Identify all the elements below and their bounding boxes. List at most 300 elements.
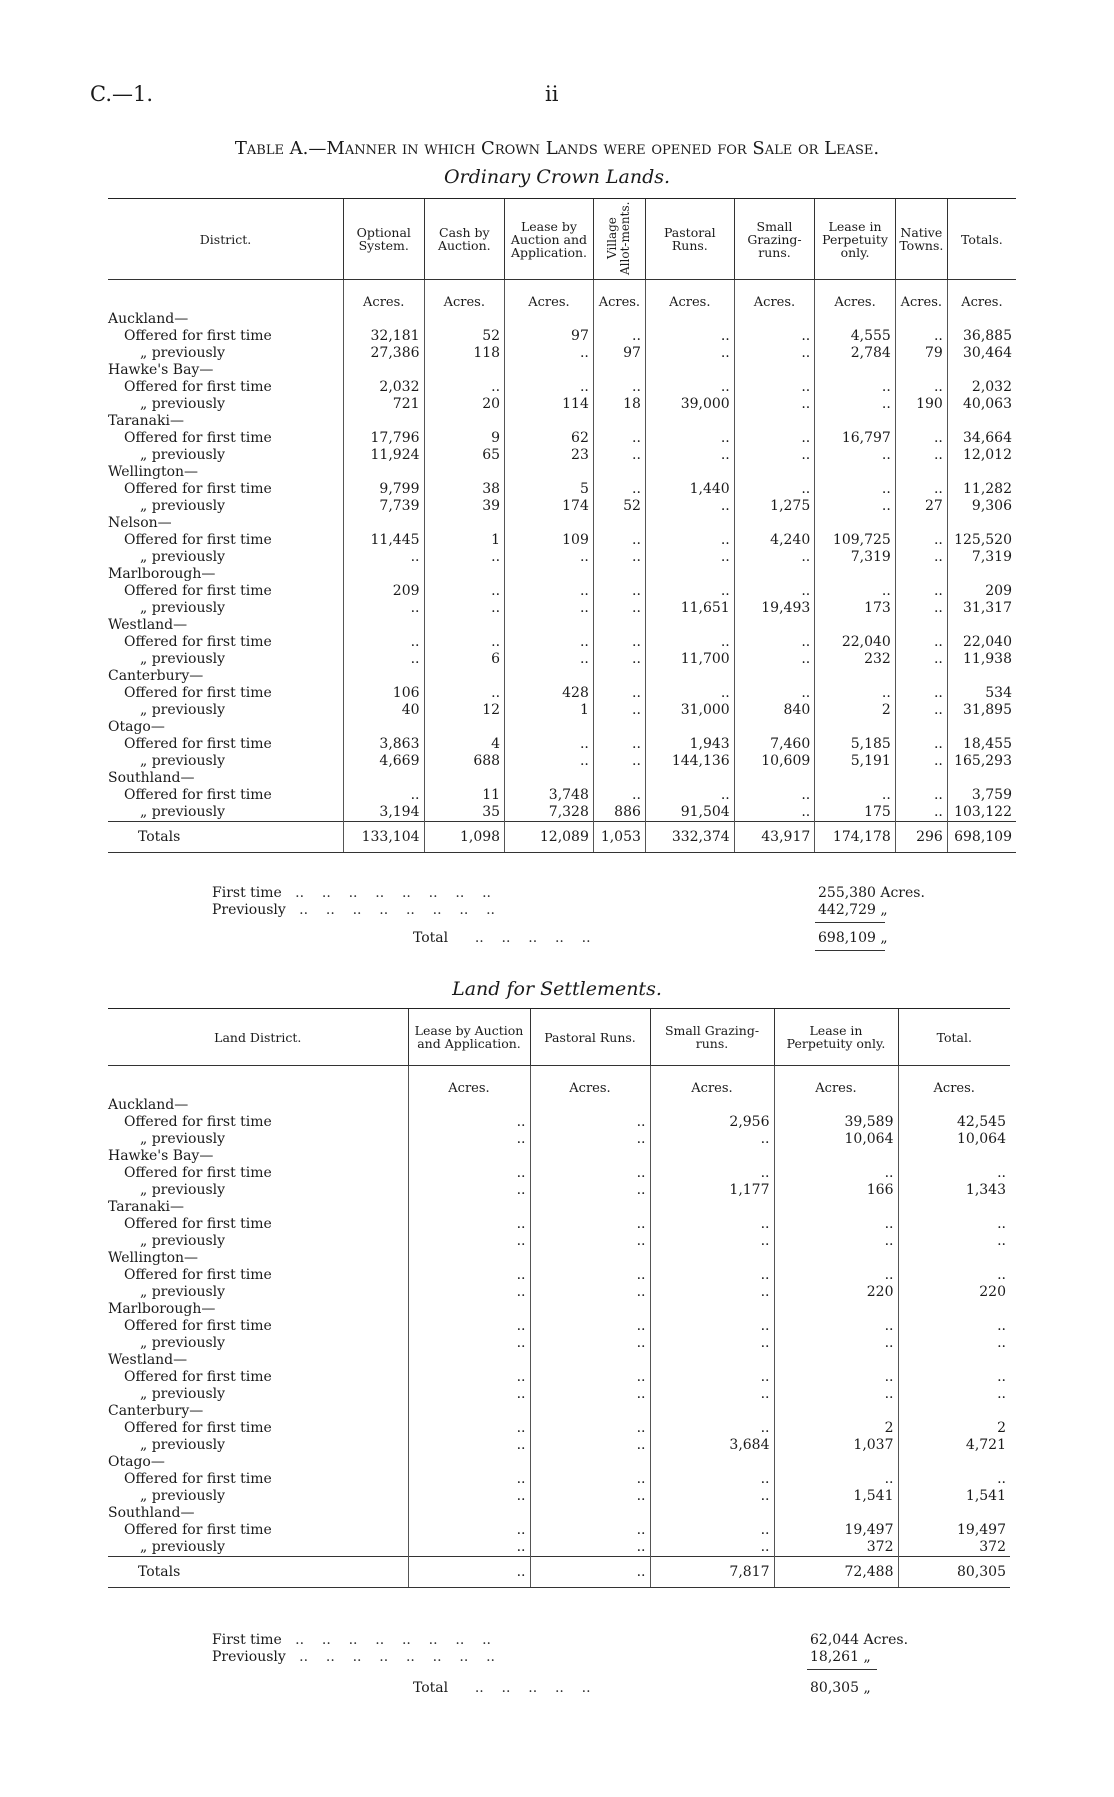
value-cell: 65 (424, 447, 505, 464)
totals-value: .. (530, 1557, 650, 1588)
empty-cell (734, 515, 815, 532)
empty-cell (343, 311, 424, 328)
value-cell: .. (774, 1386, 898, 1403)
value-cell: .. (774, 1318, 898, 1335)
value-cell: 165,293 (947, 753, 1016, 770)
value-cell: .. (645, 430, 734, 447)
empty-cell (505, 413, 594, 430)
empty-cell (408, 1505, 530, 1522)
empty-cell (774, 1250, 898, 1267)
row-label: Offered for first time (124, 1420, 272, 1436)
unit-cell: Acres. (505, 280, 594, 312)
value-cell: 52 (424, 328, 505, 345)
col-header-pastoral-runs: Pastoral Runs. (530, 1009, 650, 1066)
sum-rule (815, 922, 885, 923)
value-cell: .. (424, 583, 505, 600)
empty-cell (947, 719, 1016, 736)
empty-cell (408, 1148, 530, 1165)
value-cell: .. (650, 1369, 774, 1386)
sum-rule (807, 1669, 877, 1670)
value-cell: 7,328 (505, 804, 594, 822)
empty-cell (734, 617, 815, 634)
unit-cell: Acres. (774, 1066, 898, 1098)
empty-cell (593, 515, 645, 532)
value-cell: 209 (343, 583, 424, 600)
unit-cell: Acres. (408, 1066, 530, 1098)
ordinary-summary-total (413, 930, 595, 946)
value-cell: .. (815, 447, 896, 464)
empty-cell (530, 1352, 650, 1369)
row-label: „ previously (140, 1488, 226, 1504)
value-cell: .. (593, 753, 645, 770)
value-cell: .. (815, 685, 896, 702)
value-cell: .. (645, 685, 734, 702)
value-cell: 19,493 (734, 600, 815, 617)
total-value: 80,305 (810, 1680, 859, 1696)
value-cell: .. (895, 379, 947, 396)
row-label: Offered for first time (124, 1318, 272, 1334)
totals-value: 332,374 (645, 822, 734, 853)
empty-cell (650, 1454, 774, 1471)
value-cell: .. (734, 787, 815, 804)
value-cell: .. (593, 634, 645, 651)
empty-cell (947, 413, 1016, 430)
value-cell: .. (408, 1437, 530, 1454)
value-cell: .. (645, 787, 734, 804)
value-cell: 886 (593, 804, 645, 822)
empty-cell (650, 1352, 774, 1369)
empty-cell (650, 1505, 774, 1522)
row-label: Offered for first time (124, 328, 272, 344)
empty-cell (645, 719, 734, 736)
value-cell: .. (734, 447, 815, 464)
empty-cell (530, 1505, 650, 1522)
value-cell: .. (408, 1182, 530, 1199)
value-cell: .. (505, 753, 594, 770)
value-cell: .. (593, 481, 645, 498)
empty-cell (645, 566, 734, 583)
value-cell: 4,240 (734, 532, 815, 549)
value-cell: 2,784 (815, 345, 896, 362)
value-cell: 40 (343, 702, 424, 719)
leader-dots: .. .. .. .. .. .. .. .. (290, 1649, 500, 1665)
row-label: Offered for first time (124, 1369, 272, 1385)
empty-cell (895, 668, 947, 685)
col-header-lease-by-auction: Lease by Auction and Application. (408, 1009, 530, 1066)
table-row (108, 1539, 1010, 1557)
ordinary-crown-lands-table (108, 198, 1016, 853)
value-cell: 3,748 (505, 787, 594, 804)
row-label: Offered for first time (124, 736, 272, 752)
district-name: Westland— (108, 617, 188, 633)
value-cell: .. (650, 1267, 774, 1284)
value-cell: .. (734, 685, 815, 702)
table-row (108, 1369, 1010, 1386)
table-row (108, 685, 1016, 702)
table-row (108, 379, 1016, 396)
row-label: Offered for first time (124, 583, 272, 599)
table-row (108, 447, 1016, 464)
table-row (108, 804, 1016, 822)
empty-cell (774, 1352, 898, 1369)
empty-cell (650, 1301, 774, 1318)
value-cell: 1 (424, 532, 505, 549)
value-cell: 42,545 (898, 1114, 1010, 1131)
empty-cell (947, 362, 1016, 379)
value-cell: 220 (774, 1284, 898, 1301)
value-cell: .. (408, 1233, 530, 1250)
value-cell: 5 (505, 481, 594, 498)
district-name: Wellington— (108, 464, 199, 480)
value-cell: 79 (895, 345, 947, 362)
empty-cell (734, 668, 815, 685)
value-cell: .. (898, 1386, 1010, 1403)
district-row (108, 1250, 1010, 1267)
table-row (108, 396, 1016, 413)
value-cell: 10,064 (898, 1131, 1010, 1148)
value-cell: .. (530, 1386, 650, 1403)
totals-value: 296 (895, 822, 947, 853)
value-cell: .. (408, 1131, 530, 1148)
value-cell: .. (530, 1284, 650, 1301)
value-cell: .. (530, 1114, 650, 1131)
empty-cell (895, 770, 947, 787)
empty-cell (895, 464, 947, 481)
district-name: Taranaki— (108, 413, 184, 429)
value-cell: 1,343 (898, 1182, 1010, 1199)
ordinary-header-row (108, 199, 1016, 280)
empty-cell (898, 1097, 1010, 1114)
settlements-total-value (810, 1680, 871, 1696)
empty-cell (774, 1301, 898, 1318)
summary-total-label: Total (413, 930, 449, 946)
row-label: „ previously (140, 753, 226, 769)
table-row (108, 634, 1016, 651)
district-name: Canterbury— (108, 1403, 204, 1419)
empty-cell (343, 464, 424, 481)
value-cell: .. (734, 583, 815, 600)
value-cell: .. (734, 430, 815, 447)
empty-cell (645, 413, 734, 430)
value-cell: .. (530, 1488, 650, 1505)
value-cell: .. (734, 328, 815, 345)
value-cell: 22,040 (947, 634, 1016, 651)
row-label: Offered for first time (124, 379, 272, 395)
totals-row (108, 822, 1016, 853)
summary-first-label: First time (212, 885, 282, 901)
row-label: Offered for first time (124, 1522, 272, 1538)
row-label: „ previously (140, 1182, 226, 1198)
unit-cell: Acres. (947, 280, 1016, 312)
empty-cell (424, 464, 505, 481)
value-cell: 12 (424, 702, 505, 719)
empty-cell (734, 566, 815, 583)
row-label: „ previously (140, 1335, 226, 1351)
value-cell: 3,684 (650, 1437, 774, 1454)
row-label: „ previously (140, 1233, 226, 1249)
col-header-native-towns: Native Towns. (895, 199, 947, 280)
value-cell: 91,504 (645, 804, 734, 822)
value-cell: 18 (593, 396, 645, 413)
value-cell: .. (895, 430, 947, 447)
empty-cell (815, 566, 896, 583)
page-number: ii (545, 82, 559, 106)
value-cell: 2,956 (650, 1114, 774, 1131)
table-row (108, 1233, 1010, 1250)
unit-cell: Acres. (895, 280, 947, 312)
table-title: Table A.—Manner in which Crown Lands were opened for Sale or Lease. (234, 138, 880, 159)
district-row (108, 1301, 1010, 1318)
value-cell: .. (530, 1522, 650, 1539)
value-cell: 109,725 (815, 532, 896, 549)
value-cell: .. (593, 447, 645, 464)
col-header-cash-by-auction: Cash by Auction. (424, 199, 505, 280)
table-row (108, 702, 1016, 719)
empty-cell (530, 1199, 650, 1216)
value-cell: 118 (424, 345, 505, 362)
empty-cell (343, 566, 424, 583)
value-cell: .. (895, 481, 947, 498)
value-cell: .. (530, 1216, 650, 1233)
value-cell: .. (408, 1114, 530, 1131)
leader-dots: .. .. .. .. .. .. .. .. (290, 902, 500, 918)
unit-cell: Acres. (734, 280, 815, 312)
empty-cell (505, 668, 594, 685)
value-cell: .. (645, 379, 734, 396)
empty-cell (895, 617, 947, 634)
district-row (108, 770, 1016, 787)
empty-cell (645, 362, 734, 379)
value-cell: .. (530, 1233, 650, 1250)
leader-dots: .. .. .. .. .. (452, 1680, 595, 1696)
value-cell: 40,063 (947, 396, 1016, 413)
value-cell: .. (774, 1471, 898, 1488)
district-name: Wellington— (108, 1250, 199, 1266)
table-row (108, 736, 1016, 753)
summary-total-label: Total (413, 1680, 449, 1696)
value-cell: 6 (424, 651, 505, 668)
first-value: 255,380 (818, 885, 876, 901)
value-cell: 20 (424, 396, 505, 413)
empty-cell (650, 1148, 774, 1165)
empty-cell (898, 1148, 1010, 1165)
empty-cell (645, 668, 734, 685)
value-cell: 1,440 (645, 481, 734, 498)
district-row (108, 413, 1016, 430)
col-header-pastoral-runs: Pastoral Runs. (645, 199, 734, 280)
value-cell: .. (645, 345, 734, 362)
value-cell: .. (734, 396, 815, 413)
settlements-prev-value (810, 1649, 871, 1665)
value-cell: .. (895, 447, 947, 464)
value-cell: .. (734, 634, 815, 651)
district-name: Auckland— (108, 1097, 189, 1113)
col-header-lease-by-auction: Lease by Auction and Application. (505, 199, 594, 280)
totals-value: 1,098 (424, 822, 505, 853)
empty-cell (947, 617, 1016, 634)
value-cell: .. (895, 549, 947, 566)
value-cell: .. (734, 549, 815, 566)
value-cell: .. (645, 447, 734, 464)
row-label: „ previously (140, 345, 226, 361)
value-cell: 688 (424, 753, 505, 770)
col-header-small-grazing-runs: Small Grazing-runs. (734, 199, 815, 280)
empty-cell (645, 311, 734, 328)
value-cell: .. (650, 1386, 774, 1403)
value-cell: .. (505, 634, 594, 651)
empty-cell (650, 1199, 774, 1216)
totals-label: Totals (108, 1557, 408, 1588)
unit-cell: Acres. (645, 280, 734, 312)
value-cell: 840 (734, 702, 815, 719)
value-cell: .. (815, 481, 896, 498)
district-row (108, 617, 1016, 634)
value-cell: .. (898, 1471, 1010, 1488)
empty-cell (505, 566, 594, 583)
totals-value: 80,305 (898, 1557, 1010, 1588)
value-cell: .. (343, 651, 424, 668)
value-cell: .. (593, 379, 645, 396)
value-cell: .. (530, 1267, 650, 1284)
empty-cell (408, 1097, 530, 1114)
prev-value: 442,729 (818, 902, 876, 918)
empty-cell (424, 668, 505, 685)
value-cell: 2 (774, 1420, 898, 1437)
value-cell: .. (593, 685, 645, 702)
value-cell: 12,012 (947, 447, 1016, 464)
table-row (108, 651, 1016, 668)
value-cell: 22,040 (815, 634, 896, 651)
value-cell: 3,759 (947, 787, 1016, 804)
value-cell: 11,924 (343, 447, 424, 464)
value-cell: .. (895, 736, 947, 753)
table-row (108, 430, 1016, 447)
totals-value: 1,053 (593, 822, 645, 853)
value-cell: .. (424, 600, 505, 617)
empty-cell (898, 1505, 1010, 1522)
row-label: „ previously (140, 651, 226, 667)
value-cell: .. (650, 1488, 774, 1505)
empty-cell (593, 464, 645, 481)
row-label: Offered for first time (124, 481, 272, 497)
value-cell: .. (774, 1165, 898, 1182)
value-cell: 39,000 (645, 396, 734, 413)
empty-cell (408, 1352, 530, 1369)
value-cell: .. (593, 532, 645, 549)
value-cell: 18,455 (947, 736, 1016, 753)
value-cell: 7,319 (947, 549, 1016, 566)
table-row (108, 1114, 1010, 1131)
value-cell: 34,664 (947, 430, 1016, 447)
empty-cell (815, 362, 896, 379)
value-cell: .. (530, 1335, 650, 1352)
row-label: „ previously (140, 1386, 226, 1402)
row-label: Offered for first time (124, 685, 272, 701)
value-cell: .. (898, 1216, 1010, 1233)
row-label: Offered for first time (124, 1114, 272, 1130)
empty-cell (895, 362, 947, 379)
value-cell: .. (734, 345, 815, 362)
table-row (108, 481, 1016, 498)
empty-cell (530, 1097, 650, 1114)
sum-rule (815, 950, 885, 951)
empty-cell (424, 719, 505, 736)
district-name: Canterbury— (108, 668, 204, 684)
value-cell: .. (530, 1131, 650, 1148)
value-cell: 7,319 (815, 549, 896, 566)
summary-prev-label: Previously (212, 1649, 286, 1665)
empty-cell (734, 413, 815, 430)
empty-cell (505, 311, 594, 328)
empty-cell (895, 515, 947, 532)
value-cell: .. (424, 685, 505, 702)
value-cell: 1,177 (650, 1182, 774, 1199)
value-cell: 27,386 (343, 345, 424, 362)
empty-cell (593, 362, 645, 379)
empty-cell (774, 1199, 898, 1216)
table-row (108, 1284, 1010, 1301)
empty-cell (774, 1505, 898, 1522)
empty-cell (343, 617, 424, 634)
value-cell: 1 (505, 702, 594, 719)
total-unit: „ (863, 1680, 871, 1696)
totals-value: 133,104 (343, 822, 424, 853)
row-label: „ previously (140, 447, 226, 463)
value-cell: .. (343, 549, 424, 566)
district-name: Hawke's Bay— (108, 1148, 214, 1164)
district-row (108, 1097, 1010, 1114)
empty-cell (505, 464, 594, 481)
empty-cell (645, 515, 734, 532)
value-cell: .. (343, 600, 424, 617)
district-row (108, 668, 1016, 685)
totals-row (108, 1557, 1010, 1588)
value-cell: .. (593, 600, 645, 617)
empty-cell (774, 1403, 898, 1420)
value-cell: .. (645, 549, 734, 566)
totals-label: Totals (108, 822, 343, 853)
value-cell: 31,317 (947, 600, 1016, 617)
empty-cell (650, 1250, 774, 1267)
value-cell: 7,739 (343, 498, 424, 515)
value-cell: .. (650, 1522, 774, 1539)
value-cell: 11,445 (343, 532, 424, 549)
district-row (108, 311, 1016, 328)
value-cell: 52 (593, 498, 645, 515)
table-row (108, 498, 1016, 515)
value-cell: .. (593, 430, 645, 447)
value-cell: 11,938 (947, 651, 1016, 668)
value-cell: 534 (947, 685, 1016, 702)
value-cell: .. (408, 1488, 530, 1505)
value-cell: .. (505, 651, 594, 668)
value-cell: .. (898, 1369, 1010, 1386)
empty-cell (424, 566, 505, 583)
empty-cell (408, 1250, 530, 1267)
empty-cell (343, 413, 424, 430)
value-cell: .. (408, 1471, 530, 1488)
value-cell: 9,799 (343, 481, 424, 498)
value-cell: .. (505, 600, 594, 617)
empty-cell (530, 1301, 650, 1318)
village-allotments-label: Village Allot-ments. (605, 201, 633, 275)
row-label: Offered for first time (124, 634, 272, 650)
value-cell: 1,943 (645, 736, 734, 753)
value-cell: .. (650, 1233, 774, 1250)
col-header-total: Total. (898, 1009, 1010, 1066)
value-cell: 11 (424, 787, 505, 804)
value-cell: 4 (424, 736, 505, 753)
